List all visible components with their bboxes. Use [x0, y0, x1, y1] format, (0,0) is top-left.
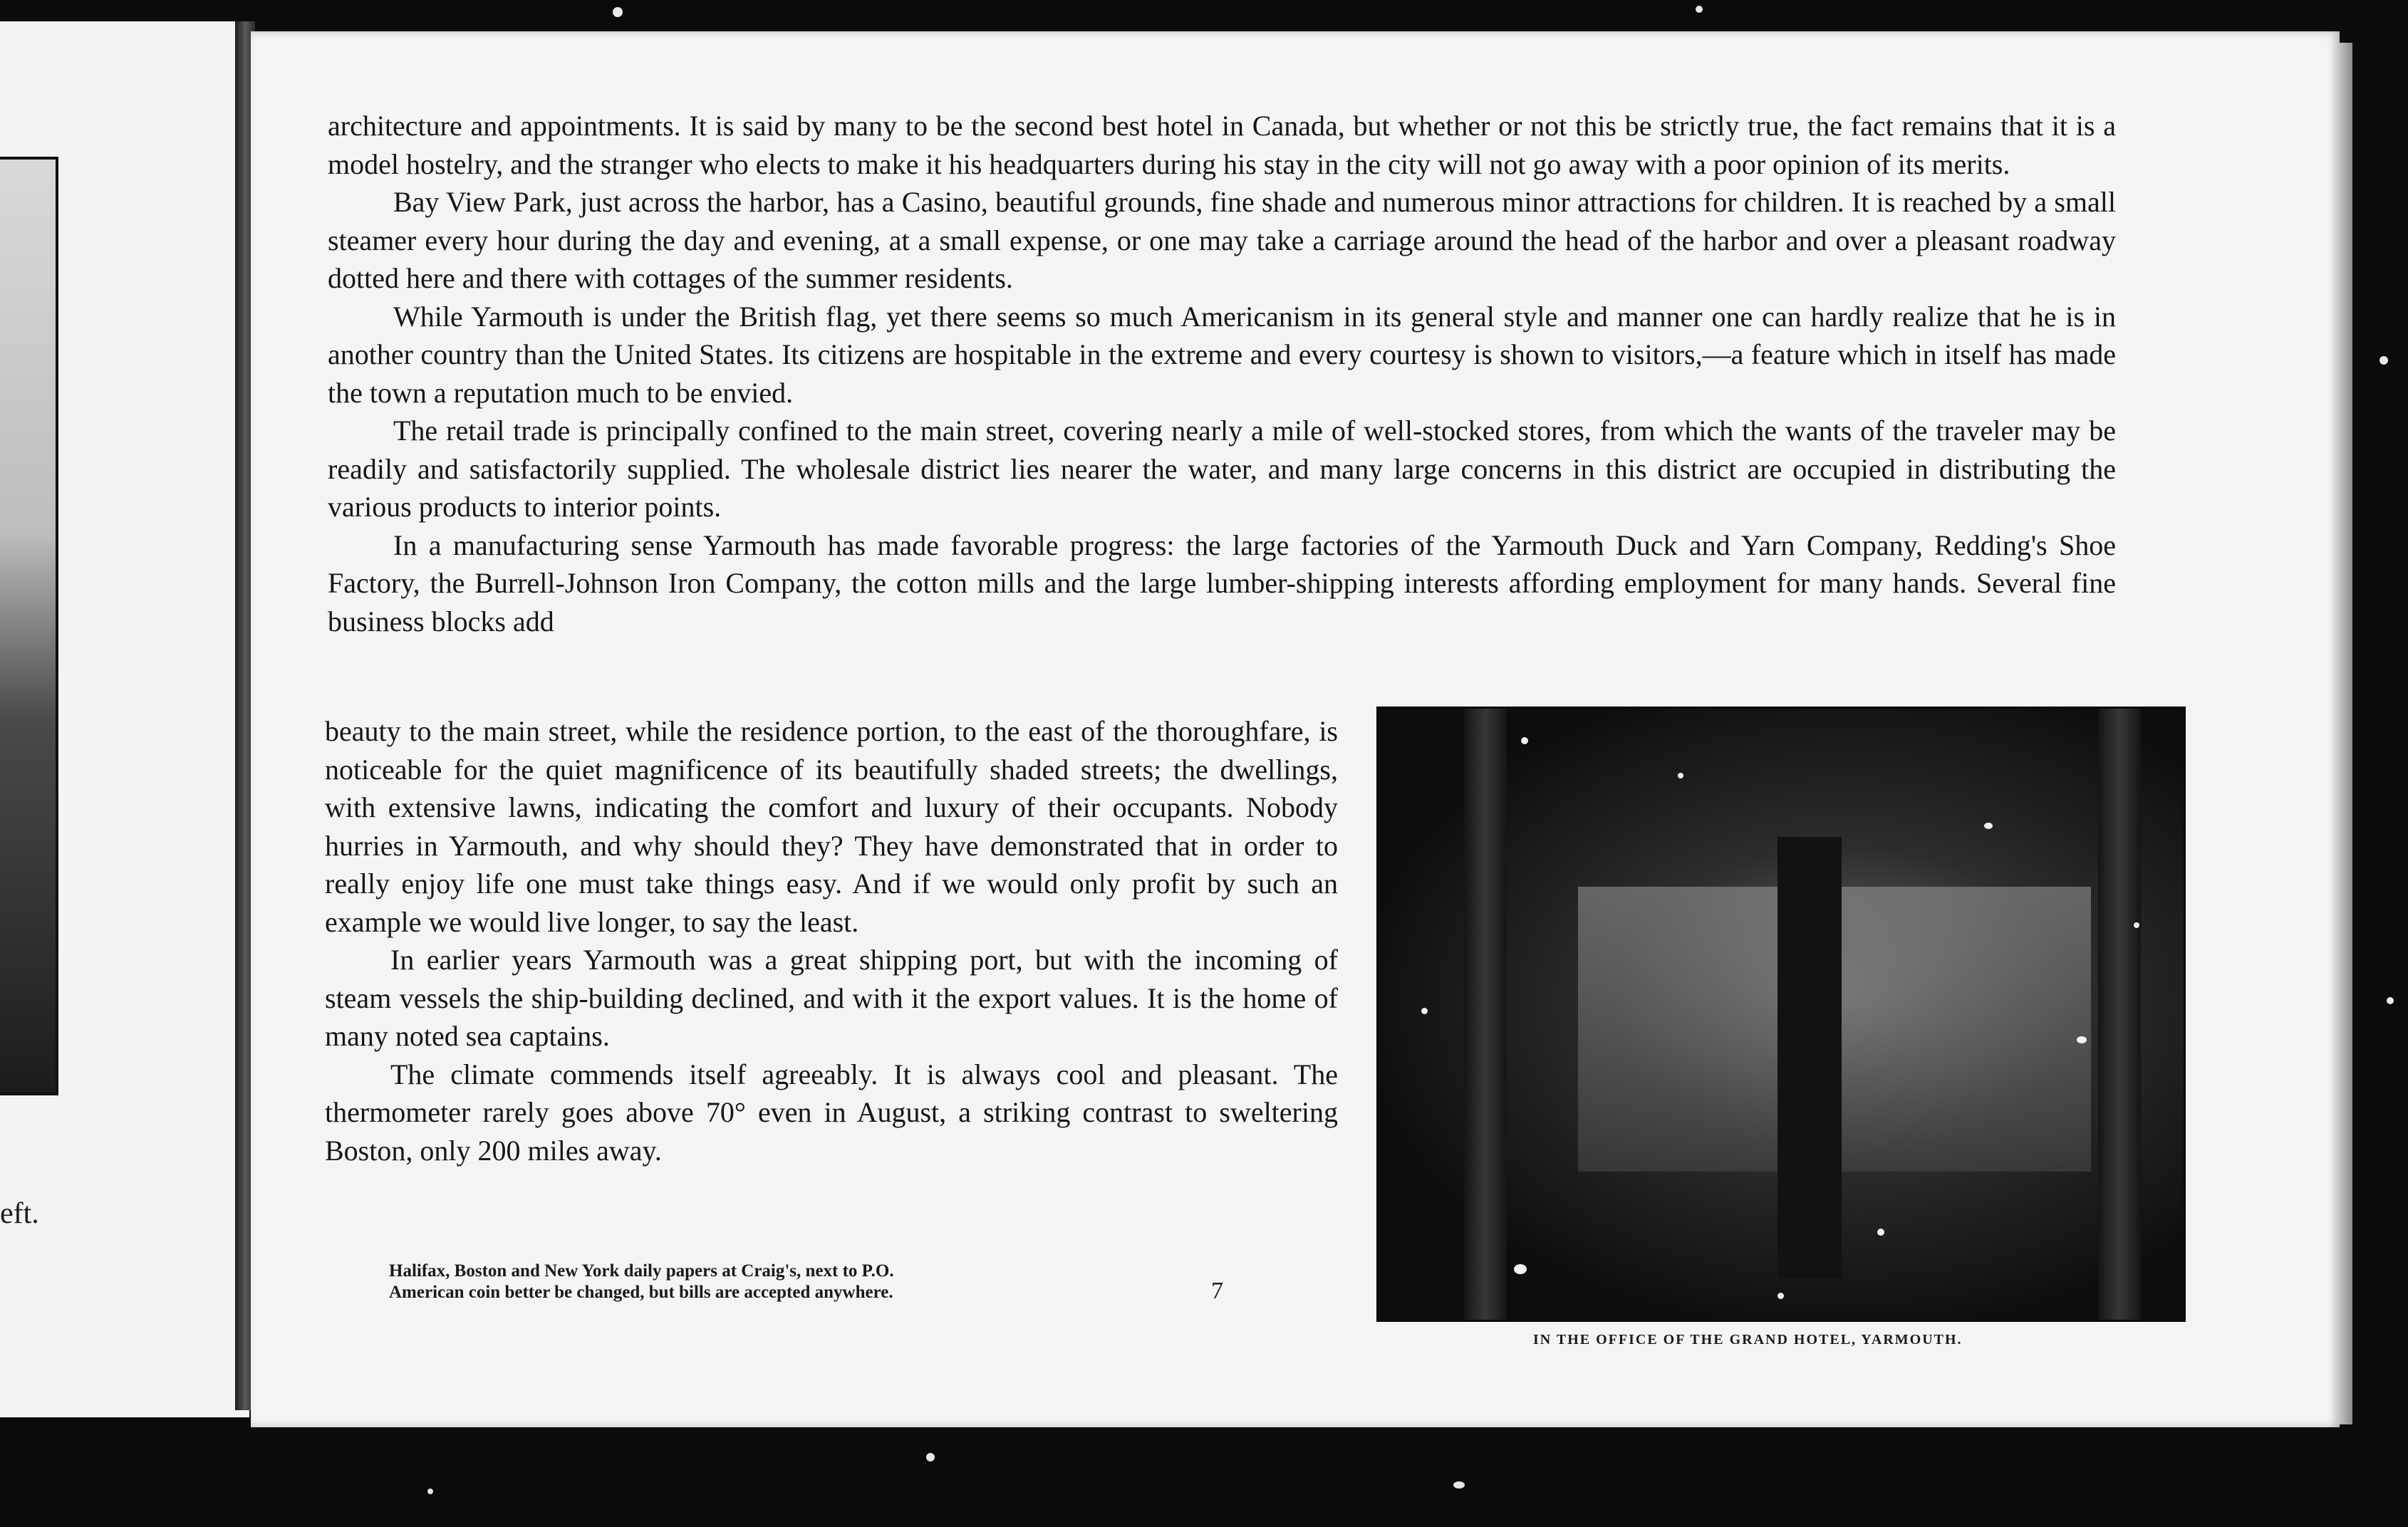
film-speck: [1453, 1481, 1465, 1489]
film-speck: [2380, 356, 2388, 365]
photo-speck: [1678, 773, 1683, 778]
film-speck: [1696, 6, 1703, 13]
photo-speck: [1421, 1008, 1428, 1014]
photo-speck: [2134, 922, 2139, 928]
column-text-block: [325, 712, 1338, 1169]
left-page: [0, 21, 249, 1417]
film-speck: [2387, 997, 2394, 1004]
photo-pillar: [2098, 709, 2141, 1320]
photo-speck: [1778, 1293, 1784, 1299]
photo-caption: IN THE OFFICE OF THE GRAND HOTEL, YARMOUTH.: [1533, 1332, 1963, 1348]
photo-speck: [1514, 1264, 1527, 1274]
page-number: 7: [1211, 1278, 1223, 1304]
photo-pillar: [1464, 709, 1507, 1320]
paragraph: architecture and appointments. It is said by many to be the second best hotel in Canada, but whether or not this be strictly true, the fact remains that it is a model hostelry, and the stranger who elects to make it his headquarters during his stay in the city will not go away with a poor opinion of its merits.: [328, 110, 2116, 180]
left-page-caption-fragment: eft.: [0, 1197, 39, 1230]
paragraph: In earlier years Yarmouth was a great shipping port, but with the incoming of steam vessels the ship-building declined, and with it the export values. It is the home of many noted sea captains.: [325, 944, 1338, 1052]
photo-speck: [1984, 823, 1993, 829]
top-text-block: [328, 107, 2116, 640]
left-page-photo-fragment: [0, 157, 58, 1095]
footer-note-line: American coin better be changed, but bills are accepted anywhere.: [389, 1283, 893, 1302]
film-speck: [926, 1453, 935, 1461]
paragraph: While Yarmouth is under the British flag, yet there seems so much Americanism in its general style and manner one can hardly realize that he is in another country than the United States. Its citizens are hospitable in the extreme and every courtesy is shown to visitors,—a feature which in itself has made the town a reputation much to be envied.: [328, 300, 2116, 409]
photo-speck: [2077, 1036, 2087, 1043]
paragraph: The climate commends itself agreeably. It is always cool and pleasant. The thermometer rarely goes above 70° even in August, a striking contrast to sweltering Boston, only 200 miles away.: [325, 1058, 1338, 1167]
photo-speck: [1877, 1229, 1884, 1236]
paragraph: Bay View Park, just across the harbor, has a Casino, beautiful grounds, fine shade and numerous minor attractions for children. It is reached by a small steamer every hour during the day and evening, at a small expense, or one may take a carriage around the head of the harbor and over a pleasant roadway dotted here and there with cottages of the summer residents.: [328, 186, 2116, 294]
film-speck: [613, 7, 623, 17]
footer-note: [389, 1261, 1030, 1303]
hotel-office-photo: [1376, 707, 2186, 1322]
page-edge: [2337, 43, 2352, 1424]
paragraph: The retail trade is principally confined to the main street, covering nearly a mile of well-stocked stores, from which the wants of the traveler may be readily and satisfactorily supplied. The wholesale district lies nearer the water, and many large concerns in this district are occupied in distributing the various products to interior points.: [328, 415, 2116, 523]
film-speck: [427, 1489, 433, 1494]
paragraph: In a manufacturing sense Yarmouth has made favorable progress: the large factories of the Yarmouth Duck and Yarn Company, Redding's Shoe Factory, the Burrell-Johnson Iron Company, the cotton mills and the large lumber-shipping interests affording employment for many hands. Several fine business blocks add: [328, 528, 2116, 637]
footer-note-line: Halifax, Boston and New York daily papers at Craig's, next to P.O.: [389, 1261, 894, 1281]
paragraph: beauty to the main street, while the residence portion, to the east of the thoroughfare, is noticeable for the quiet magnificence of its beautifully shaded streets; the dwellings, with extensive lawns, indicating the comfort and luxury of their occupants. Nobody hurries in Yarmouth, and why should they? They have demonstrated that in order to really enjoy life one must take things easy. And if we would only profit by such an example we would live longer, to say the least.: [325, 715, 1338, 938]
photo-column: [1778, 837, 1842, 1278]
photo-speck: [1521, 737, 1528, 744]
